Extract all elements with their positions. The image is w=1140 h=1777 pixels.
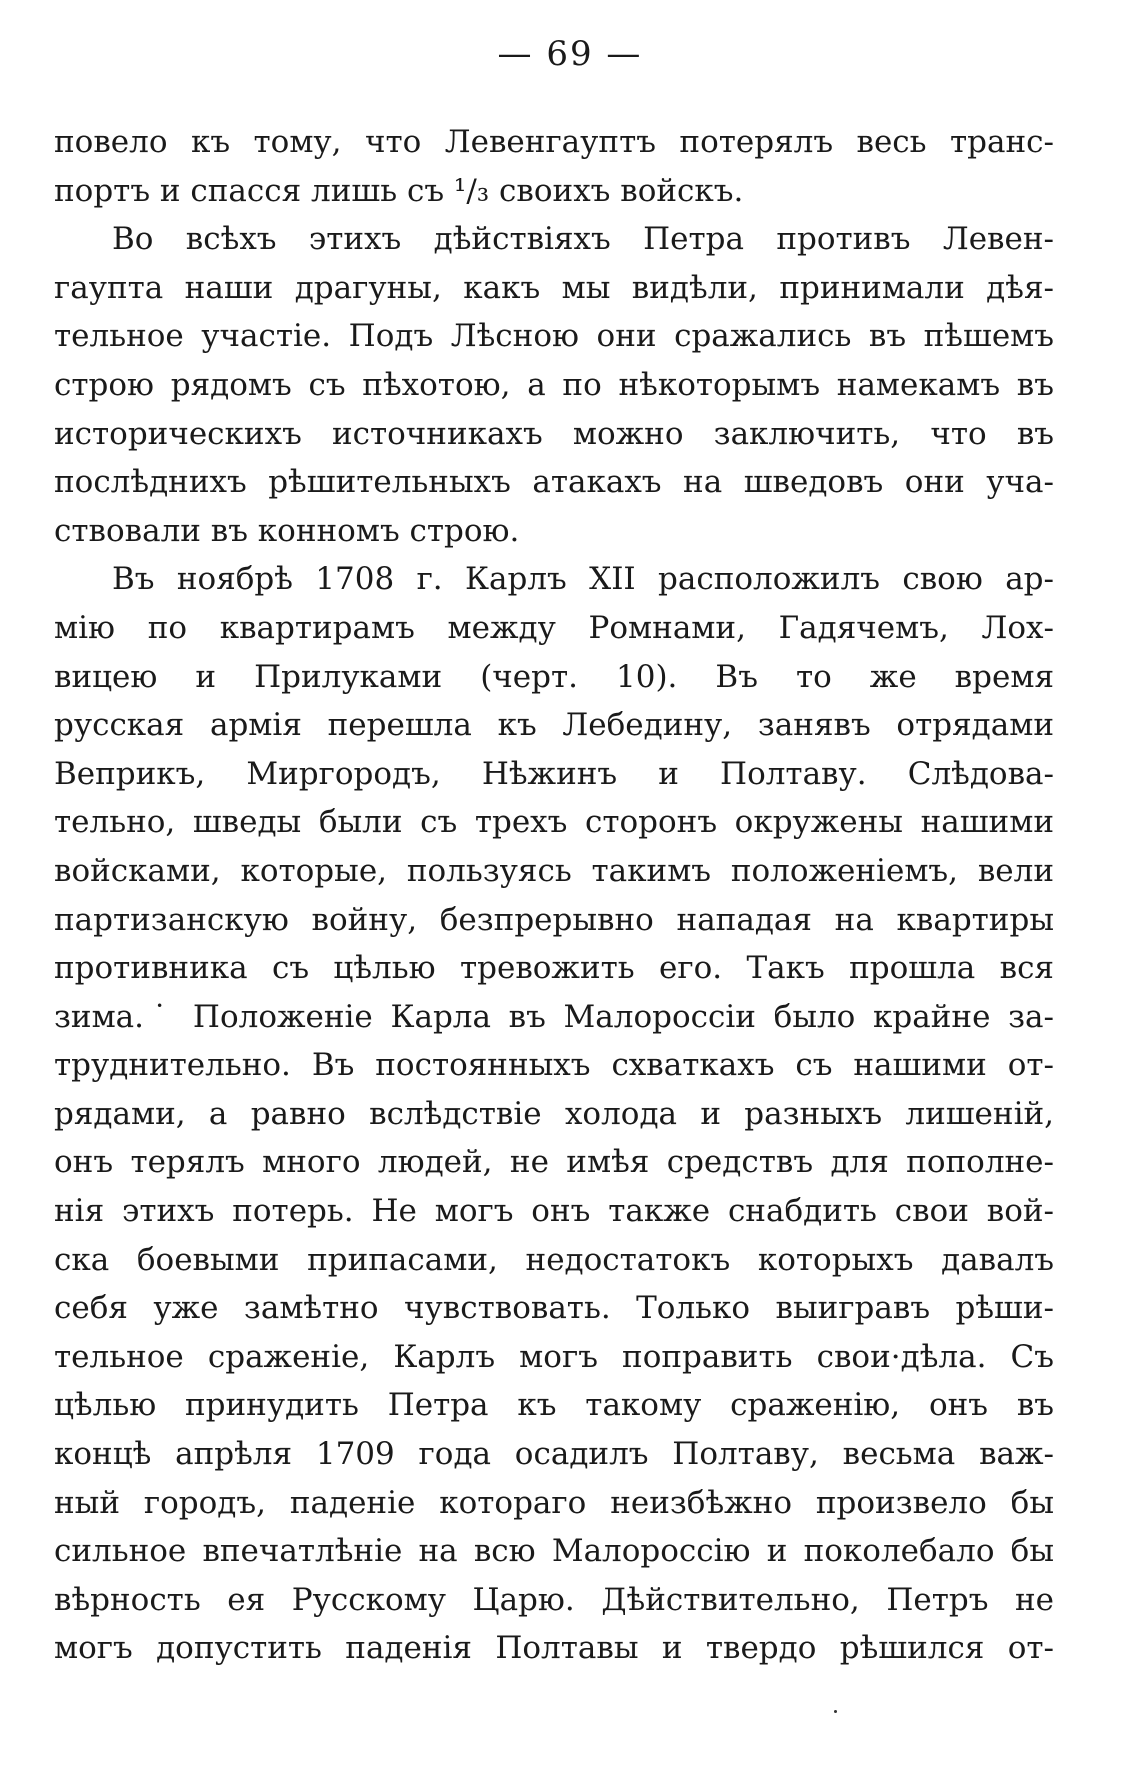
text-line: нія этихъ потерь. Не могъ онъ также снабдить свои вой-	[54, 1193, 1054, 1230]
print-speck	[834, 1710, 837, 1713]
text-line: строю рядомъ съ пѣхотою, а по нѣкоторымъ намекамъ въ	[54, 366, 1054, 403]
text-line: ска боевыми припасами, недостатокъ которыхъ давалъ	[54, 1241, 1054, 1278]
text-line: ствовали въ конномъ строю.	[54, 512, 520, 549]
text-line: противника съ цѣлью тревожить его. Такъ прошла вся	[54, 950, 1054, 987]
text-line: партизанскую войну, безпрерывно нападая на квартиры	[54, 901, 1054, 938]
text-line: рядами, а равно вслѣдствіе холода и разныхъ лишеній,	[54, 1095, 1054, 1132]
text-line: сильное впечатлѣніе на всю Малороссію и поколебало бы	[54, 1533, 1054, 1570]
text-line: труднительно. Въ постоянныхъ схваткахъ съ нашими от-	[54, 1047, 1054, 1084]
text-line: Веприкъ, Миргородъ, Нѣжинъ и Полтаву. Слѣдова-	[54, 755, 1054, 792]
text-line: онъ терялъ много людей, не имѣя средствъ для пополне-	[54, 1144, 1054, 1181]
text-line: себя уже замѣтно чувствовать. Только выигравъ рѣши-	[54, 1290, 1054, 1327]
text-line: ный городъ, паденіе котораго неизбѣжно произвело бы	[54, 1484, 1054, 1521]
text-line: тельное участіе. Подъ Лѣсною они сражались въ пѣшемъ	[54, 318, 1054, 355]
text-line: мію по квартирамъ между Ромнами, Гадячемъ, Лох-	[54, 609, 1054, 646]
page-number: — 69 —	[497, 34, 643, 74]
text-line: концѣ апрѣля 1709 года осадилъ Полтаву, весьма важ-	[54, 1436, 1054, 1473]
text-line: портъ и спасся лишь съ ¹/₃ своихъ войскъ.	[54, 172, 744, 209]
text-line: тельно, шведы были съ трехъ сторонъ окружены нашими	[54, 804, 1054, 841]
text-line: повело къ тому, что Левенгауптъ потерялъ весь транс-	[54, 124, 1054, 160]
text-line: Въ ноябрѣ 1708 г. Карлъ XII расположилъ свою ар-	[112, 561, 1054, 598]
text-line: Во всѣхъ этихъ дѣйствіяхъ Петра противъ Левен-	[112, 221, 1054, 258]
text-line: вѣрность ея Русскому Царю. Дѣйствительно, Петръ не	[54, 1581, 1054, 1618]
text-line: вицею и Прилуками (черт. 10). Въ то же время	[54, 658, 1054, 695]
text-line: гаупта наши драгуны, какъ мы видѣли, принимали дѣя-	[54, 269, 1054, 306]
text-line: цѣлью принудить Петра къ такому сраженію, онъ въ	[54, 1387, 1054, 1424]
text-line: историческихъ источникахъ можно заключить, что въ	[54, 415, 1054, 452]
text-line: войсками, которые, пользуясь такимъ положеніемъ, вели	[54, 852, 1054, 889]
body-text	[54, 118, 1054, 1673]
text-line: могъ допустить паденія Полтавы и твердо рѣшился от-	[54, 1630, 1054, 1667]
text-line: тельное сраженіе, Карлъ могъ поправить свои·дѣла. Съ	[54, 1338, 1054, 1375]
text-line: русская армія перешла къ Лебедину, занявъ отрядами	[54, 707, 1054, 744]
text-line: послѣднихъ рѣшительныхъ атакахъ на шведовъ они уча-	[54, 464, 1054, 501]
text-line: зима.˙ Положеніе Карла въ Малороссіи было крайне за-	[54, 998, 1054, 1035]
